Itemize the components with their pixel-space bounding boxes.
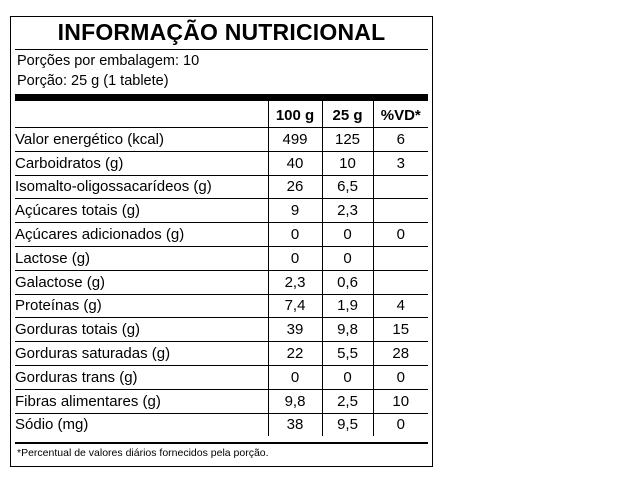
header-nutrient	[15, 101, 268, 128]
table-row	[15, 128, 428, 152]
value-per-100g: 0	[268, 246, 322, 270]
table-row	[15, 365, 428, 389]
nutrient-name: Gorduras trans (g)	[15, 365, 268, 389]
daily-value-percent	[373, 246, 428, 270]
nutrient-name: Valor energético (kcal)	[15, 128, 268, 152]
table-row	[15, 151, 428, 175]
value-per-serving: 5,5	[322, 342, 373, 366]
table-row	[15, 270, 428, 294]
nutrient-name: Fibras alimentares (g)	[15, 389, 268, 413]
value-per-serving: 1,9	[322, 294, 373, 318]
value-per-100g: 9	[268, 199, 322, 223]
value-per-serving: 2,5	[322, 389, 373, 413]
daily-value-percent: 0	[373, 365, 428, 389]
nutrient-name: Sódio (mg)	[15, 416, 89, 434]
table-row	[15, 318, 428, 342]
footnote: *Percentual de valores diários fornecidos pela porção.	[17, 447, 269, 459]
table-row	[15, 246, 428, 270]
header-per-100g: 100 g	[268, 101, 322, 128]
header-daily-value: %VD*	[373, 101, 428, 128]
daily-value-percent: 0	[373, 223, 428, 247]
table-row	[15, 199, 428, 223]
daily-value-percent: 0	[373, 413, 428, 436]
daily-value-percent: 10	[373, 389, 428, 413]
bottom-divider	[15, 442, 428, 444]
header-per-serving: 25 g	[322, 101, 373, 128]
value-per-100g: 7,4	[268, 294, 322, 318]
nutrient-name: Açúcares totais (g)	[15, 199, 268, 223]
table-row	[15, 389, 428, 413]
value-per-serving: 0	[322, 223, 373, 247]
value-per-100g: 22	[268, 342, 322, 366]
value-per-serving: 0	[322, 246, 373, 270]
table-row	[15, 223, 428, 247]
value-per-100g: 0	[268, 223, 322, 247]
nutrient-name: Gorduras totais (g)	[15, 318, 268, 342]
daily-value-percent: 6	[373, 128, 428, 152]
value-per-100g: 2,3	[268, 270, 322, 294]
nutrition-table	[15, 101, 428, 436]
value-per-serving: 6,5	[322, 175, 373, 199]
value-per-serving: 0	[322, 365, 373, 389]
value-per-100g: 0	[268, 365, 322, 389]
value-per-serving: 9,8	[322, 318, 373, 342]
nutrient-name: Gorduras saturadas (g)	[15, 342, 268, 366]
daily-value-percent: 4	[373, 294, 428, 318]
title-divider	[15, 49, 428, 50]
nutrient-name: Carboidratos (g)	[15, 151, 268, 175]
value-per-100g: 499	[268, 128, 322, 152]
table-row	[15, 175, 428, 199]
daily-value-percent	[373, 270, 428, 294]
nutrient-name: Isomalto-oligossacarídeos (g)	[15, 175, 268, 199]
servings-per-package: Porções por embalagem: 10	[17, 53, 200, 69]
daily-value-percent	[373, 199, 428, 223]
value-per-100g: 38	[268, 413, 322, 436]
value-per-100g: 9,8	[268, 389, 322, 413]
nutrition-facts-label	[10, 16, 433, 467]
value-per-serving: 9,5	[322, 413, 373, 436]
table-row	[15, 342, 428, 366]
value-per-100g: 26	[268, 175, 322, 199]
value-per-100g: 39	[268, 318, 322, 342]
nutrient-name: Lactose (g)	[15, 246, 268, 270]
label-title: INFORMAÇÃO NUTRICIONAL	[57, 19, 386, 45]
daily-value-percent: 15	[373, 318, 428, 342]
daily-value-percent: 3	[373, 151, 428, 175]
value-per-serving: 2,3	[322, 199, 373, 223]
table-row	[15, 413, 428, 436]
table-header-row	[15, 101, 428, 128]
value-per-serving: 0,6	[322, 270, 373, 294]
thick-divider	[15, 94, 428, 101]
nutrient-name: Galactose (g)	[15, 270, 268, 294]
value-per-100g: 40	[268, 151, 322, 175]
value-per-serving: 10	[322, 151, 373, 175]
nutrient-name: Açúcares adicionados (g)	[15, 223, 268, 247]
value-per-serving: 125	[322, 128, 373, 152]
table-row	[15, 294, 428, 318]
table-body	[15, 128, 428, 437]
daily-value-percent: 28	[373, 342, 428, 366]
serving-size: Porção: 25 g (1 tablete)	[17, 73, 169, 89]
nutrient-name: Proteínas (g)	[15, 294, 268, 318]
daily-value-percent	[373, 175, 428, 199]
